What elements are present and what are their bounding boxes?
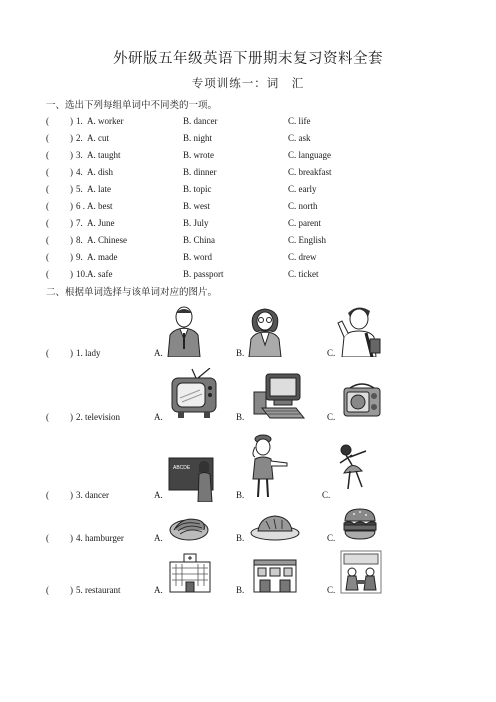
man-picture [162,305,206,357]
answer-paren-open[interactable]: ( [46,150,49,160]
option-a-label: A. [154,585,163,595]
option-a-label: A. [154,348,163,358]
answer-paren-open[interactable]: ( [46,533,49,543]
answer-paren-close: ) [70,348,73,358]
question-row [46,184,446,198]
answer-paren-open[interactable]: ( [46,235,49,245]
option-c-label: C. [327,348,336,358]
answer-paren-open[interactable]: ( [46,412,49,422]
option-b: B. topic [183,184,212,194]
question-row [46,252,446,266]
option-c-label: C. [327,412,336,422]
answer-paren-close: ) [70,252,73,262]
option-a: A. cut [87,133,109,143]
option-b-label: B. [236,348,245,358]
option-a: A. taught [87,150,121,160]
option-c-label: C. [327,585,336,595]
answer-paren-open[interactable]: ( [46,184,49,194]
question-number: 3. [76,150,83,160]
question-number: 6 . [76,201,85,211]
noodles-picture [168,512,210,542]
answer-paren-open[interactable]: ( [46,116,49,126]
picture-question-row [46,533,446,547]
option-b-label: B. [236,490,245,500]
answer-paren-open[interactable]: ( [46,269,49,279]
question-number: 2. [76,133,83,143]
shop-building-picture [252,556,298,594]
question-word: 1. lady [76,348,101,358]
option-b: B. China [183,235,216,245]
answer-paren-close: ) [70,269,73,279]
option-b: B. word [183,252,212,262]
picture-question-row [46,490,446,504]
option-a: A. made [87,252,118,262]
teacher-picture [168,454,220,502]
option-b: B. night [183,133,213,143]
question-row [46,150,446,164]
answer-paren-close: ) [70,218,73,228]
option-b: B. dinner [183,167,217,177]
television-picture [170,368,218,420]
option-c-label: C. [322,490,331,500]
option-a: A. best [87,201,113,211]
option-b-label: B. [236,585,245,595]
option-a: A. dish [87,167,114,177]
answer-paren-close: ) [70,184,73,194]
answer-paren-open[interactable]: ( [46,585,49,595]
answer-paren-close: ) [70,133,73,143]
answer-paren-close: ) [70,235,73,245]
question-word: 4. hamburger [76,533,124,543]
question-row [46,201,446,215]
question-number: 7. [76,218,83,228]
question-row [46,133,446,147]
option-c: C. language [288,150,331,160]
question-row [46,235,446,249]
answer-paren-open[interactable]: ( [46,252,49,262]
option-a: A. Chinese [87,235,127,245]
question-number: 9. [76,252,83,262]
answer-paren-close: ) [70,116,73,126]
section2-heading: 二、根据单词选择与该单词对应的图片。 [46,287,218,298]
option-c: C. ticket [288,269,319,279]
blackboard-text: ABCDE [173,465,191,471]
stewardess-picture [247,433,289,501]
bread-picture [250,513,300,541]
option-c: C. north [288,201,318,211]
answer-paren-open[interactable]: ( [46,167,49,177]
option-b: B. west [183,201,210,211]
picture-question-row [46,585,446,599]
question-number: 5. [76,184,83,194]
question-number: 10. [76,269,88,279]
option-c: C. parent [288,218,321,228]
page-title: 外研版五年级英语下册期末复习资料全套 [113,51,383,67]
question-row [46,167,446,181]
answer-paren-open[interactable]: ( [46,201,49,211]
answer-paren-open[interactable]: ( [46,218,49,228]
lady-picture [245,305,285,357]
question-number: 8. [76,235,83,245]
question-number: 4. [76,167,83,177]
question-word: 2. television [76,412,120,422]
hospital-building-picture [168,552,212,594]
hamburger-picture [342,507,378,541]
picture-question-row [46,412,446,426]
option-a-label: A. [154,490,163,500]
option-a: A. late [87,184,111,194]
computer-picture [252,372,308,420]
question-row [46,218,446,232]
answer-paren-open[interactable]: ( [46,348,49,358]
question-word: 5. restaurant [76,585,121,595]
section1-heading: 一、选出下列每组单词中不同类的一项。 [46,100,218,111]
answer-paren-close: ) [70,533,73,543]
question-row [46,116,446,130]
boy-picture [336,303,382,357]
answer-paren-close: ) [70,585,73,595]
option-c-label: C. [327,533,336,543]
answer-paren-close: ) [70,201,73,211]
answer-paren-open[interactable]: ( [46,490,49,500]
option-c: C. life [288,116,311,126]
answer-paren-close: ) [70,167,73,177]
option-a: A. worker [87,116,124,126]
option-a-label: A. [154,412,163,422]
restaurant-picture [340,550,382,594]
option-a-label: A. [154,533,163,543]
option-c: C. early [288,184,317,194]
option-b: B. dancer [183,116,218,126]
option-a: A. safe [87,269,113,279]
option-b: B. passport [183,269,224,279]
answer-paren-open[interactable]: ( [46,133,49,143]
dancer-picture [336,443,370,491]
option-c: C. ask [288,133,311,143]
question-row [46,269,446,283]
option-b-label: B. [236,533,245,543]
question-number: 1. [76,116,83,126]
question-word: 3. dancer [76,490,109,500]
option-b-label: B. [236,412,245,422]
option-c: C. English [288,235,327,245]
page-subtitle: 专项训练一：词 汇 [191,76,305,90]
radio-picture [342,380,382,420]
option-a: A. June [87,218,115,228]
answer-paren-close: ) [70,150,73,160]
option-c: C. breakfast [288,167,332,177]
option-c: C. drew [288,252,317,262]
option-b: B. wrote [183,150,214,160]
option-b: B. July [183,218,209,228]
answer-paren-close: ) [70,412,73,422]
answer-paren-close: ) [70,490,73,500]
